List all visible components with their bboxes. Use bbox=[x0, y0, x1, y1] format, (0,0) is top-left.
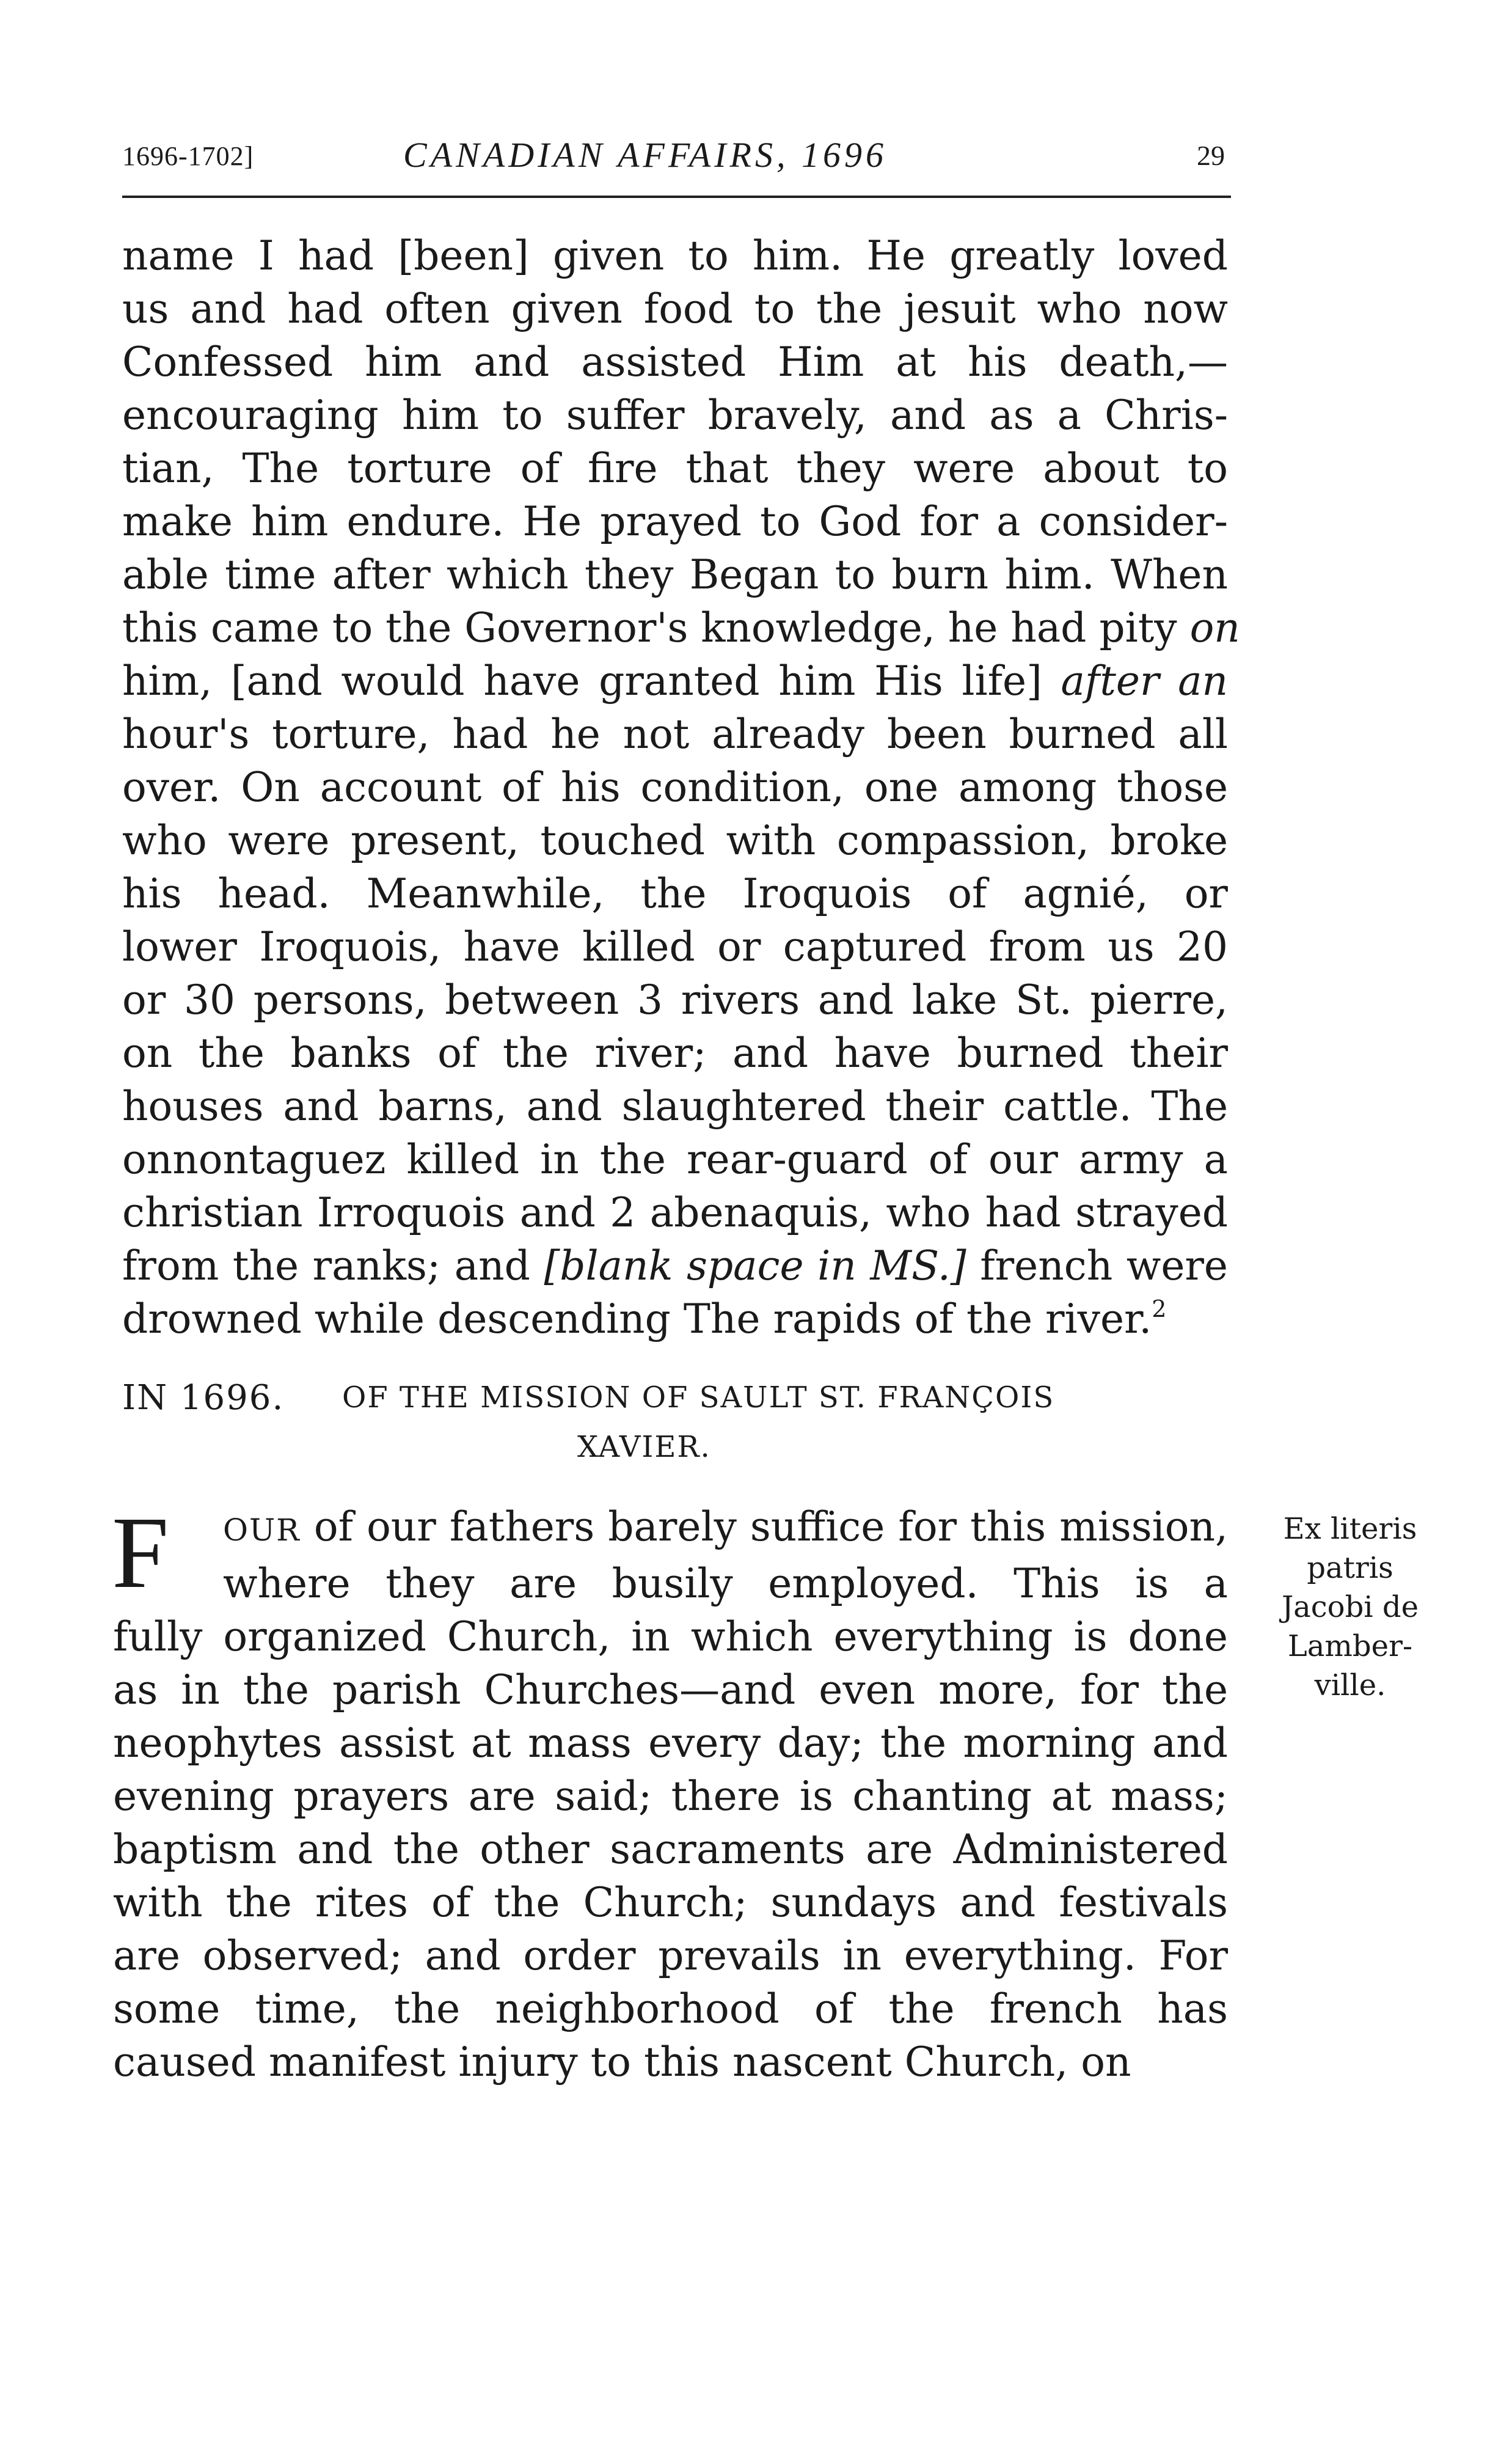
running-header bbox=[122, 134, 1231, 189]
text-line: as in the parish Churches—and even more, for the bbox=[113, 1666, 1228, 1713]
drop-cap: F bbox=[112, 1496, 169, 1610]
text-line bbox=[122, 601, 1240, 654]
text-line: us and had often given food to the jesuit who now bbox=[122, 285, 1228, 332]
text-segment: from the ranks; and bbox=[122, 1242, 530, 1289]
section-title-continued: XAVIER. bbox=[577, 1430, 711, 1464]
margin-note-line: patris bbox=[1307, 1551, 1393, 1585]
margin-note bbox=[1265, 1509, 1436, 1705]
text-line: able time after which they Began to burn him. When bbox=[122, 551, 1228, 598]
text-segment: him, [and would have granted him His life] bbox=[122, 658, 1042, 705]
small-caps-word: OUR bbox=[223, 1512, 301, 1548]
footnote-marker: 2 bbox=[1152, 1295, 1167, 1322]
italic-text: on bbox=[1189, 604, 1240, 651]
italic-text: after an bbox=[1061, 658, 1229, 705]
text-line: houses and barns, and slaughtered their cattle. The bbox=[122, 1083, 1228, 1130]
text-segment: french were bbox=[966, 1242, 1228, 1289]
margin-note-line: Ex literis bbox=[1283, 1512, 1417, 1546]
text-line: with the rites of the Church; sundays and festivals bbox=[113, 1879, 1228, 1926]
text-segment: of our fathers barely suffice for this mission, bbox=[300, 1503, 1228, 1550]
text-line: Confessed him and assisted Him at his death,— bbox=[122, 339, 1228, 386]
text-line: who were present, touched with compassion, broke bbox=[122, 817, 1228, 864]
text-line: on the banks of the river; and have burned their bbox=[122, 1030, 1228, 1077]
text-line: onnontaguez killed in the rear-guard of our army a bbox=[122, 1136, 1228, 1183]
margin-note-line: ville. bbox=[1314, 1668, 1386, 1702]
text-line: over. On account of his condition, one among those bbox=[122, 764, 1228, 811]
text-line: name I had [been] given to him. He greatly loved bbox=[122, 232, 1228, 279]
text-line bbox=[113, 1500, 1228, 1557]
header-rule bbox=[122, 196, 1231, 198]
section-year: IN 1696. bbox=[122, 1378, 285, 1418]
text-line: tian, The torture of fire that they were about to bbox=[122, 445, 1228, 492]
text-line: make him endure. He prayed to God for a consider- bbox=[122, 498, 1228, 545]
text-line: are observed; and order prevails in everything. For bbox=[113, 1932, 1228, 1979]
text-line: neophytes assist at mass every day; the morning and bbox=[113, 1720, 1228, 1767]
text-line: lower Iroquois, have killed or captured from us 20 bbox=[122, 923, 1228, 970]
text-line: christian Irroquois and 2 abenaquis, who had strayed bbox=[122, 1189, 1228, 1236]
margin-note-line: Jacobi de bbox=[1281, 1590, 1419, 1624]
section-title: OF THE MISSION OF SAULT ST. FRANÇOIS bbox=[342, 1380, 1055, 1415]
text-line: fully organized Church, in which everything is done bbox=[113, 1613, 1228, 1660]
text-line bbox=[122, 1292, 1228, 1346]
paragraph-1 bbox=[122, 229, 1240, 1346]
header-title: CANADIAN AFFAIRS, 1696 bbox=[403, 135, 887, 175]
italic-text: [blank space in MS.] bbox=[544, 1242, 966, 1289]
text-line bbox=[122, 1239, 1228, 1292]
text-segment: drowned while descending The rapids of the river. bbox=[122, 1295, 1152, 1343]
header-date-range: 1696-1702] bbox=[122, 141, 254, 171]
paragraph-2 bbox=[112, 1496, 1228, 2089]
text-line: baptism and the other sacraments are Administered bbox=[113, 1826, 1228, 1873]
text-line: his head. Meanwhile, the Iroquois of agnié, or bbox=[122, 870, 1228, 917]
text-line: encouraging him to suffer bravely, and as a Chris- bbox=[122, 392, 1228, 439]
text-segment: this came to the Governor's knowledge, he had pity bbox=[122, 604, 1177, 651]
text-line: evening prayers are said; there is chanting at mass; bbox=[113, 1773, 1228, 1820]
page-number: 29 bbox=[1197, 140, 1225, 171]
text-line: or 30 persons, between 3 rivers and lake St. pierre, bbox=[122, 976, 1228, 1024]
text-line: caused manifest injury to this nascent Church, on bbox=[113, 2039, 1131, 2086]
margin-note-line: Lamber- bbox=[1287, 1629, 1413, 1663]
text-line: some time, the neighborhood of the french has bbox=[113, 1985, 1228, 2032]
text-line: hour's torture, had he not already been burned all bbox=[122, 711, 1228, 758]
text-line: where they are busily employed. This is a bbox=[223, 1560, 1228, 1607]
text-line bbox=[122, 654, 1228, 708]
